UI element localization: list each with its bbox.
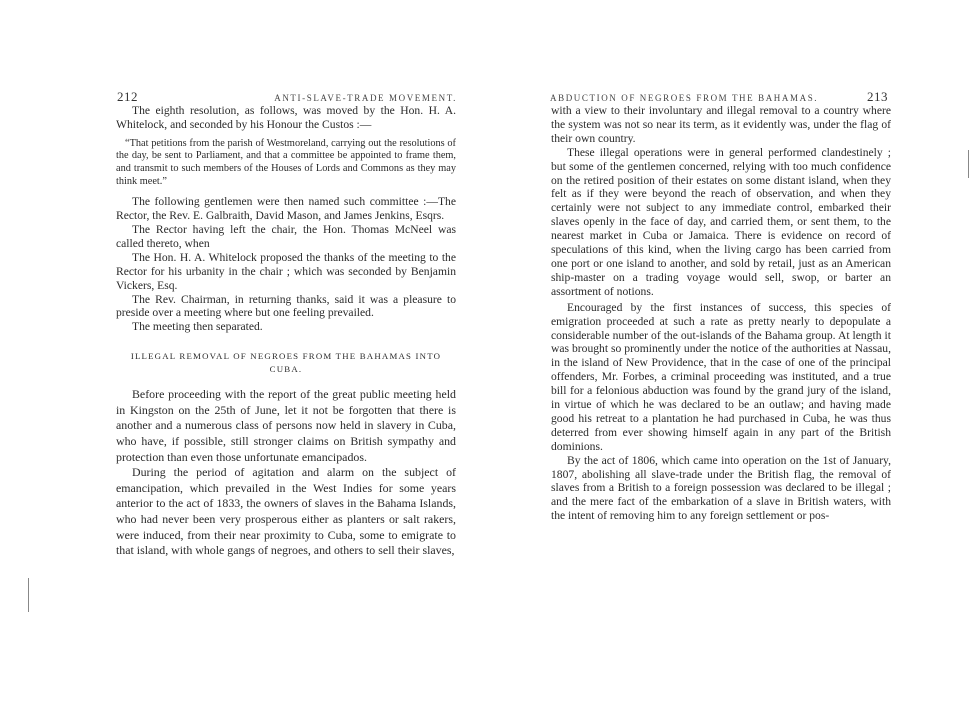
paragraph: Encouraged by the first instances of success, this species of emigration proceeded at such a rate as pretty nearly to depopulate a considerable number of the out-islands of the Bahama group. At length it was brought so prominently under the notice of the authorities at Nassau, in the island of New Providence, that in the case of one of the principal offenders, Mr. Forbes, a criminal proceeding was instituted, and a true bill for a felonious abduction was found by the grand jury of the island, in virtue of which he was declared to be an outlaw; and having made good his retreat to a plantation he had purchased in Cuba, he was thus deterred from ever showing himself again in any part of the British dominions. xyxy=(551,300,891,453)
left-running-head: ANTI-SLAVE-TRADE MOVEMENT. xyxy=(274,93,457,103)
right-running-head: ABDUCTION OF NEGROES FROM THE BAHAMAS. xyxy=(550,93,819,103)
paragraph: The Rev. Chairman, in returning thanks, said it was a pleasure to preside over a meeting where but one feeling prevailed. xyxy=(116,292,456,320)
section-heading: ILLEGAL REMOVAL OF NEGROES FROM THE BAHAMAS INTO CUBA. xyxy=(130,351,442,374)
right-page-number: 213 xyxy=(867,89,888,104)
left-page-number: 212 xyxy=(117,89,138,104)
right-page-body xyxy=(551,104,891,523)
paragraph: The Rector having left the chair, the Hon. Thomas McNeel was called thereto, when xyxy=(116,223,456,250)
quoted-resolution: “That petitions from the parish of Westmoreland, carrying out the resolutions of the day, be sent to Parliament, and that a committee be appointed to frame them, and transmit to such members of the Houses of Lords and Commons as they may think meet.” xyxy=(116,137,456,187)
right-page-header xyxy=(550,89,888,105)
paragraph: The meeting then separated. xyxy=(132,320,263,334)
paragraph: Before proceeding with the report of the great public meeting held in Kingston on the 25th of June, let it not be forgotten that there is another and a numerous class of persons now held in slavery in Cuba, who have, if possible, still stronger claims on British sympathy and protection than even those unfortunate emancipados. xyxy=(116,387,456,464)
left-page-header xyxy=(117,89,457,105)
scan-edge-mark xyxy=(28,578,29,612)
right-page xyxy=(490,0,980,712)
paragraph: These illegal operations were in general performed clandestinely ; but some of the gentlemen concerned, relying with too much confidence on the retired position of their estates on some distant island, when they felt as if they were beyond the reach of observation, and when they certainly were not subject to any immediate control, embarked their slaves openly in the face of day, and carried them, or sent them, to the nearest market in Cuba or Jamaica. There is evidence on record of speculations of this kind, when the living cargo has been carried from one port or one island to another, and sold by retail, just as an American ship-master on a trading voyage would sell, swop, or barter an assortment of notions. xyxy=(551,145,891,298)
paragraph: The Hon. H. A. Whitelock proposed the thanks of the meeting to the Rector for his urbanity in the chair ; which was seconded by Benjamin Vickers, Esq. xyxy=(116,250,456,292)
paragraph: with a view to their involuntary and illegal removal to a country where the system was not so near its term, as it evidently was, under the flag of their own country. xyxy=(551,104,891,145)
left-page-body xyxy=(116,104,456,559)
paragraph: The following gentlemen were then named such committee :—The Rector, the Rev. E. Galbraith, David Mason, and James Jenkins, Esqrs. xyxy=(116,195,456,223)
paragraph: During the period of agitation and alarm on the subject of emancipation, which prevailed in the West Indies for some years anterior to the act of 1833, the owners of slaves in the Bahama Islands, who had never been very prosperous either as planters or salt rakers, were induced, from their near proximity to Cuba, some to emigrate to that island, with whole gangs of negroes, and others to sell their slaves, xyxy=(116,465,456,558)
paragraph: The eighth resolution, as follows, was moved by the Hon. H. A. Whitelock, and seconded by his Honour the Custos :— xyxy=(116,104,456,131)
scan-edge-mark xyxy=(968,150,969,178)
paragraph: By the act of 1806, which came into operation on the 1st of January, 1807, abolishing all slave-trade under the British flag, the removal of slaves from a British to a foreign possession was declared to be illegal ; and the mere fact of the embarkation of a slave in British waters, with the intent of removing him to any foreign settlement or pos- xyxy=(551,453,891,523)
